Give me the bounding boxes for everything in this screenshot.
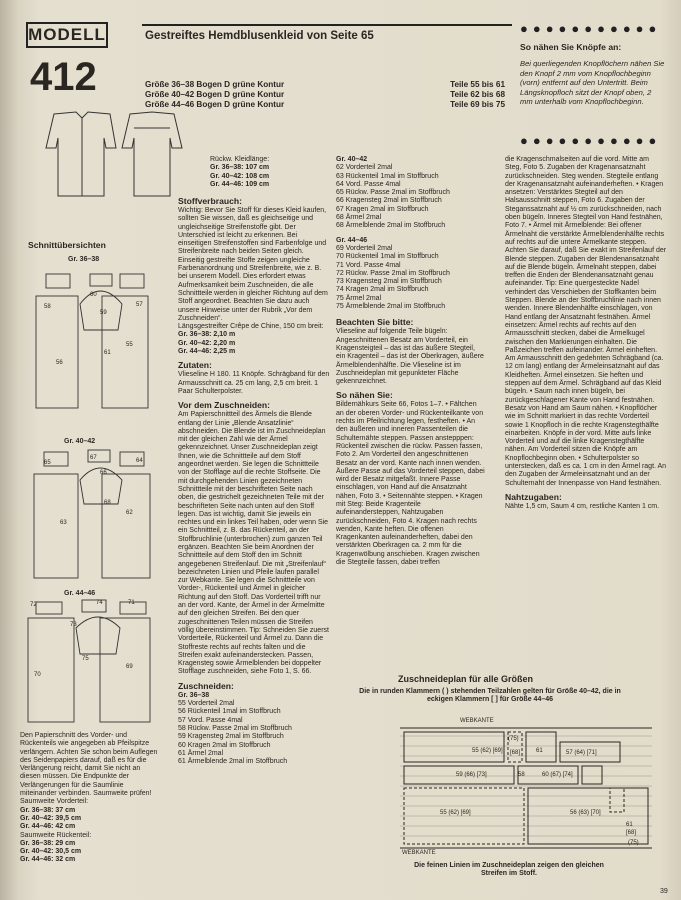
size-teile: Teile 69 bis 75 bbox=[450, 100, 505, 109]
stoffverbrauch-heading: Stoffverbrauch: bbox=[178, 196, 242, 206]
kleidlaenge-row: Gr. 40–42: 108 cm bbox=[210, 172, 270, 180]
part-label: 56 bbox=[56, 360, 63, 366]
schnitt-heading: Schnittübersichten bbox=[28, 240, 106, 250]
size-table bbox=[145, 80, 505, 110]
plan-part: 58 bbox=[518, 772, 525, 778]
saum-row: Gr. 40–42: 39,5 cm bbox=[20, 814, 82, 822]
plan-part: (75) bbox=[628, 840, 639, 846]
part-label: 57 bbox=[136, 302, 143, 308]
plan-subheading: Die in runden Klammern ( ) stehenden Teilzahlen gelten für Größe 40–42, die in eckigen Klammern [ ] für Größe 44–46 bbox=[359, 688, 621, 704]
zuschneiden-item: 68 Ärmel 2mal bbox=[336, 214, 382, 222]
zuschneiden-item: 75 Ärmel 2mal bbox=[336, 294, 382, 302]
plan-part: 57 (64) [71] bbox=[566, 750, 597, 756]
left-notes bbox=[20, 732, 160, 865]
zuschneiden-item: 65 Rückw. Passe 2mal im Stoffbruch bbox=[336, 189, 450, 197]
part-label: 73 bbox=[70, 622, 77, 628]
part-label: 69 bbox=[126, 664, 133, 670]
zuschneiden-item: 59 Kragensteg 2mal im Stoffbruch bbox=[178, 733, 284, 741]
saumweite-front: Saumweite Vorderteil: bbox=[20, 798, 89, 806]
kleidlaenge bbox=[210, 156, 320, 189]
size-row: Größe 36–38 Bogen D grüne Kontur bbox=[145, 80, 285, 89]
beachten-text: Vlieseline auf folgende Teile bügeln: Angeschnittenen Besatz am Vorderteil, ein Kragensteigteil – das ist das äußere Stegteil, ein Kragenteil – das ist der Oberkragen, äußere Ärmelblendenhälfte. Die Vlieseline ist im Zuschneideplan mit gepunkteter Fläche gekennzeichnet. bbox=[336, 328, 484, 386]
saumweite-back: Saumweite Rückenteil: bbox=[20, 831, 92, 839]
zuschneiden-item: 56 Rückenteil 1mal im Stoffbruch bbox=[178, 708, 281, 716]
pattern-overview-40 bbox=[30, 446, 160, 586]
cutting-layout bbox=[400, 718, 652, 858]
part-label: 60 bbox=[90, 292, 97, 298]
part-label: 62 bbox=[126, 510, 133, 516]
part-label: 74 bbox=[96, 600, 103, 606]
part-label: 58 bbox=[44, 304, 51, 310]
beachten-heading: Beachten Sie bitte: bbox=[336, 317, 414, 328]
saum-row: Gr. 36–38: 37 cm bbox=[20, 806, 76, 814]
zutaten-heading: Zutaten: bbox=[178, 360, 212, 371]
zuschneiden-item: 61 Ärmel 2mal bbox=[178, 749, 224, 757]
zuschneiden-item: 58 Rückw. Passe 2mal im Stoffbruch bbox=[178, 724, 292, 732]
kleidlaenge-row: Gr. 44–46: 109 cm bbox=[210, 180, 270, 188]
part-label: 64 bbox=[136, 458, 143, 464]
schnitt-size-label: Gr. 44–46 bbox=[64, 590, 96, 597]
vor-zuschneiden-heading: Vor dem Zuschneiden: bbox=[178, 400, 270, 411]
plan-part: 61 bbox=[626, 822, 633, 828]
saum-row: Gr. 36–38: 29 cm bbox=[20, 839, 76, 847]
plan-part: 61 bbox=[536, 748, 543, 754]
plan-heading: Zuschneideplan für alle Größen bbox=[398, 674, 534, 684]
column-right-top bbox=[520, 42, 666, 107]
size-row: Größe 44–46 Bogen D grüne Kontur bbox=[145, 100, 285, 109]
part-label: 65 bbox=[44, 460, 51, 466]
extension-note: Den Papierschnitt des Vorder- und Rückenteils wie angegeben ab Pfeilspitze verlängern. Achten Sie schon beim Auflegen des Seidenpapiers darauf, daß es für die Verlängerung reicht, damit Sie nicht an diesen müssen. Die Endpunkte der Verlängerungen für die Saumlinie miteinander verbinden. Saumweite prüfen! bbox=[20, 732, 158, 798]
zuschneiden-item: 63 Rückenteil 1mal im Stoffbruch bbox=[336, 172, 439, 180]
saum-row: Gr. 44–46: 42 cm bbox=[20, 823, 76, 831]
modell-label: MODELL bbox=[26, 22, 108, 48]
zuschneiden-group-label: Gr. 44–46 bbox=[336, 236, 368, 244]
part-label: 63 bbox=[60, 520, 67, 526]
zuschneiden-group-label: Gr. 40–42 bbox=[336, 156, 368, 163]
kleidlaenge-title: Rückw. Kleidlänge: bbox=[210, 156, 270, 163]
pattern-overview-36 bbox=[32, 266, 158, 416]
plan-part: 56 (63) [70] bbox=[570, 810, 601, 816]
so-naehen-text: Bildernähkurs Seite 66, Fotos 1–7. • Fältchen an der oberen Vorder- und Rückenteilkante von rechts im Pfeilrichtung legen, festheften. • An den äußeren und inneren Passenteilen die Schulternähte steppen. Passen anstepppen: Rückenteil zwischen die rückw. Passen fassen, Foto 2. Am Vorderteil den angeschnittenen Besatz an der vord. Kante nach innen wenden. Äußere Passe auf das Vorderteil steppen, dabei wird der Besatz mitgefaßt. Innere Passe einschlagen, von Hand auf die Ansatznaht nähen, Foto 3. • Seitennähte steppen. • Kragen mit Steg: Beide Kragenteile aufeinandersteppen, Nahtzugaben zurückschneiden, Foto 4. Kragen nach rechts wenden, Kante heften. Die offenen Kragenkanten aufeinanderheften, dabei den verstärkten Oberkragen ca. 2 mm für die Kragenwölbung anschieben. Kragen zwischen die Stegteile fassen, dabei treffen bbox=[336, 401, 485, 567]
pattern-overview-44 bbox=[24, 598, 164, 728]
zuschneiden-item: 62 Vorderteil 2mal bbox=[336, 164, 393, 172]
so-naehen-continued: die Kragenschmalseiten auf die vord. Mitte am Steg, Foto 5. Zugaben der Kragenansatznaht zurückschneiden. Steg wenden. Stegteile entlang der Kragenansatznaht aufeinanderheften. • Kragen ansetzen: Verstärktes Stegteil auf den Halsausschnitt steppen, Foto 6. Zugaben der Steganssatznaht auf ½ cm zurückschneiden, nach oben bügeln. Inneres Stegteil von Hand festnähen, Foto 7. • Ärmel mit Ärmelblende: Bei offener Ärmelnaht die verstärkte Ärmelblendenhälfte rechts auf rechts auf die untere Ärmelkante steppen. Achten Sie darauf, daß Sie exakt im Streifenlauf der Blende steppen. Zugaben der Blendenansatznaht auf die Blende bügeln. Ärmelnaht steppen, dabei treffen die Enden der Blendenansatznaht genau aufeinander. Tip: Eine quergesteckte Nadel verhindert das Verschieben der Stoffkanten beim Steppen. Blende an der Stoffbruchlinie nach innen wenden. Innere Blendenhälfte einschlagen, von Hand entlang der Ansatznaht festnähen. Ärmel einsetzen: Ärmel rechts auf rechts auf den Armausschnitt stecken, dabei die Ärmelkugel zwischen den Markierungen einhalten. Die Paßzeichen treffen aufeinander. Ärmel einheften. Am Armausschnitt den gedehnten Schrägband (ca. 12 cm lang) entlang der Ärmeleinsatznaht auf das Kleidheften. Ärmel einsetzen. Sie heften und steppen auf dem Ärmel. Schrägband auf das Kleid bügeln. • Saum nach innen bügeln, bei zurückgeschlagener Kante von Hand festnähen. Besatz von Hand am Saum nähen. • Knopflöcher wie im Schnitt markiert in das rechte Vorderteil sowie 1 Knopfloch in die rechte Kragenstegthälfte einarbeiten. Knöpfe in der vord. Mitte aufs linke Vorderteil und auf die linke Kragenstegthälfte nähen. Am Vorderteil sitzen die Knöpfe am Knopflochbeginn oben. • Schulterpolster so unterstecken, daß es ca. 1 cm in den Ärmel ragt. An den Zugaben der Ärmeleinsatznaht und an der Schulternaht der Innenpasse von Hand festnähen. bbox=[505, 156, 667, 487]
zuschneiden-group-label: Gr. 36–38 bbox=[178, 691, 210, 699]
plan-part: [68] bbox=[510, 750, 521, 756]
webkante-top-label: WEBKANTE bbox=[460, 718, 494, 724]
webkante-bottom-label: WEBKANTE bbox=[402, 850, 436, 856]
size-teile: Teile 62 bis 68 bbox=[450, 90, 505, 99]
zuschneiden-item: 67 Kragen 2mal im Stoffbruch bbox=[336, 205, 429, 213]
knoepfe-heading: So nähen Sie Knöpfe an: bbox=[520, 42, 622, 52]
zuschneiden-item: 69 Vorderteil 2mal bbox=[336, 244, 393, 252]
part-label: 55 bbox=[126, 342, 133, 348]
saum-row: Gr. 40–42: 30,5 cm bbox=[20, 848, 82, 856]
zuschneiden-item: 70 Rückenteil 1mal im Stoffbruch bbox=[336, 253, 439, 261]
part-label: 72 bbox=[30, 602, 37, 608]
zuschneiden-item: 68 Ärmelblende 2mal im Stoffbruch bbox=[336, 222, 446, 230]
page-title: Gestreiftes Hemdblusenkleid von Seite 65 bbox=[145, 30, 374, 42]
part-label: 59 bbox=[100, 310, 107, 316]
zuschneiden-item: 71 Vord. Passe 4mal bbox=[336, 261, 401, 269]
zuschneiden-item: 66 Kragensteg 2mal im Stoffbruch bbox=[336, 197, 442, 205]
fabric-row: Gr. 44–46: 2,25 m bbox=[178, 348, 236, 356]
zuschneiden-item: 72 Rückw. Passe 2mal im Stoffbruch bbox=[336, 269, 450, 277]
zuschneiden-item: 74 Kragen 2mal im Stoffbruch bbox=[336, 286, 429, 294]
dot-divider: ●●●●●●●●●●● bbox=[520, 133, 662, 148]
zuschneiden-item: 61 Ärmelblende 2mal im Stoffbruch bbox=[178, 758, 288, 766]
fabric-line: Längsgestreifter Crêpe de Chine, 150 cm breit: bbox=[178, 323, 324, 331]
fabric-row: Gr. 36–38: 2,10 m bbox=[178, 331, 236, 339]
plan-part: 55 (62) [69] bbox=[440, 810, 471, 816]
title-rule bbox=[142, 24, 512, 26]
cutting-plan-drawing bbox=[400, 726, 652, 850]
zuschneiden-item: 60 Kragen 2mal im Stoffbruch bbox=[178, 741, 271, 749]
knoepfe-text: Bei querliegenden Knopflöchern nähen Sie den Knopf 2 mm vom Knopflochbeginn (vorn) entfernt auf den Untertritt. Beim Längsknopfloch sitzt der Knopf oben, 2 mm unterhalb vom Knopflochbeginn. bbox=[520, 59, 665, 107]
part-label: 71 bbox=[128, 600, 135, 606]
garment-sketch bbox=[24, 108, 194, 200]
zuschneiden-item: 57 Vord. Passe 4mal bbox=[178, 716, 243, 724]
plan-note: Die feinen Linien im Zuschneideplan zeigen den gleichen Streifen im Stoff. bbox=[414, 862, 604, 878]
zutaten-text: Vlieseline H 180. 11 Knöpfe. Schrägband für den Armausschnitt ca. 25 cm lang, 2,5 cm breit. 1 Paar Schulterpolster. bbox=[178, 371, 330, 395]
fabric-row: Gr. 40–42: 2,20 m bbox=[178, 339, 236, 347]
part-label: 61 bbox=[104, 350, 111, 356]
plan-part: 60 (67) [74] bbox=[542, 772, 573, 778]
zuschneiden-item: 64 Vord. Passe 4mal bbox=[336, 180, 401, 188]
stoffverbrauch-text: Wichtig: Bevor Sie Stoff für dieses Kleid kaufen, sollten Sie wissen, daß es gleichseitige und ungleichseitige Streifenstoffe gibt. Der Unterschied ist leicht zu erkennen. Bei einseitigen Streifenstoffen sind Farbenfolge und Streifenbreite nach beiden Seiten gleich. Einseitig gestreifte Stoffe zeigen ungleiche Farbenanordnung und Streifenbreite, wie z. B. bei unserem Modell. Dies erfordert etwas Aufmerksamkeit beim Zuschneiden, die alle Schnittteile werden in gleicher Richtung auf dem Stoff angeordnet. Beachten Sie dazu auch unsere Hinweise unter der Rubrik „Vor dem Zuschneiden“. bbox=[178, 207, 328, 322]
dot-divider: ●●●●●●●●●●● bbox=[520, 21, 662, 36]
part-label: 70 bbox=[34, 672, 41, 678]
size-teile: Teile 55 bis 61 bbox=[450, 80, 505, 89]
schnitt-size-label: Gr. 40–42 bbox=[64, 438, 96, 445]
schnitt-size-label: Gr. 36–38 bbox=[68, 256, 100, 263]
kleidlaenge-row: Gr. 36–38: 107 cm bbox=[210, 164, 270, 172]
column-right bbox=[505, 156, 667, 511]
nahtzugaben-heading: Nahtzugaben: bbox=[505, 491, 562, 502]
nahtzugaben-text: Nähte 1,5 cm, Saum 4 cm, restliche Kanten 1 cm. bbox=[505, 502, 660, 510]
part-label: 67 bbox=[90, 455, 97, 461]
so-naehen-heading: So nähen Sie: bbox=[336, 390, 393, 401]
size-row: Größe 40–42 Bogen D grüne Kontur bbox=[145, 90, 285, 99]
plan-part: 59 (66) [73] bbox=[456, 772, 487, 778]
vor-zuschneiden-text: Am Papierschnittteil des Ärmels die Blende entlang der Linie „Blende Ansatzlinie“ abschneiden. Die Blende ist im Zuschneideplan mit der gleichen Zahl wie der Ärmel gekennzeichnet. Unser Zuschneideplan zeigt Ihnen, wie die Schnittteile auf dem Stoff angeordnet werden. Sie legen die Schnittteile von der Stofflage auf die rechte Stoffseite. Die mit durchgehenden Linien gezeichneten Schnittteile mit der beschrifteten Seite nach oben, die gestrichelt gezeichneten Teile mit der beschrifteten Seite nach unten auf den Stoff legen. Das ist wichtig, damit Sie jeweils ein rechtes und ein linkes Teil haben, oder wenn Sie ein Schnittteil, z. B. das Rückenteil, an der Stoffbruchlinie (unterbrochen) zum ganzen Teil ergänzen. Beachten Sie beim Anordnen der Schnittteile auf dem Stoff den im Schnitt angegebenen Streifenlauf. Die mit „Streifenlauf“ bezeichneten Linien und Pfeile laufen parallel zur Webkante. Sie legen die Schnittteile von Vorder-, Rückenteil und Ärmel in gleicher Richtung auf den Stoff. Das Vorderteil trifft nur an der vord. Kante, der Ärmel in der Ärmelmitte auf den gleichen Streifen. Bei den quer zugeschnittenen Teilen müssen die Streifen völlig übereinstimmen. Tip: Schneiden Sie zuerst Vorderteile, Rückenteil und Ärmel zu. Dann die Stoffreste rechts auf rechts falten und die Streifen exakt aufeinanderstecken. Passen, Kragensteg sowie Ärmelblenden bei doppelter Stofflage zuschneiden, siehe Foto 1, S. 66. bbox=[178, 411, 329, 676]
saum-row: Gr. 44–46: 32 cm bbox=[20, 856, 76, 864]
zuschneiden-item: 55 Vorderteil 2mal bbox=[178, 700, 235, 708]
page-number: 39 bbox=[660, 888, 668, 895]
column-3 bbox=[336, 156, 486, 567]
part-label: 68 bbox=[104, 500, 111, 506]
part-label: 75 bbox=[82, 656, 89, 662]
zuschneiden-item: 73 Kragensteg 2mal im Stoffbruch bbox=[336, 278, 442, 286]
plan-part: [68] bbox=[626, 830, 637, 836]
plan-part: 55 (62) [69] bbox=[472, 748, 503, 754]
zuschneiden-item: 75 Ärmelblende 2mal im Stoffbruch bbox=[336, 303, 446, 311]
part-label: 66 bbox=[100, 470, 107, 476]
zuschneiden-heading: Zuschneiden: bbox=[178, 680, 234, 691]
plan-part: (75) bbox=[508, 736, 519, 742]
model-number: 412 bbox=[30, 55, 97, 99]
column-2 bbox=[178, 196, 330, 766]
